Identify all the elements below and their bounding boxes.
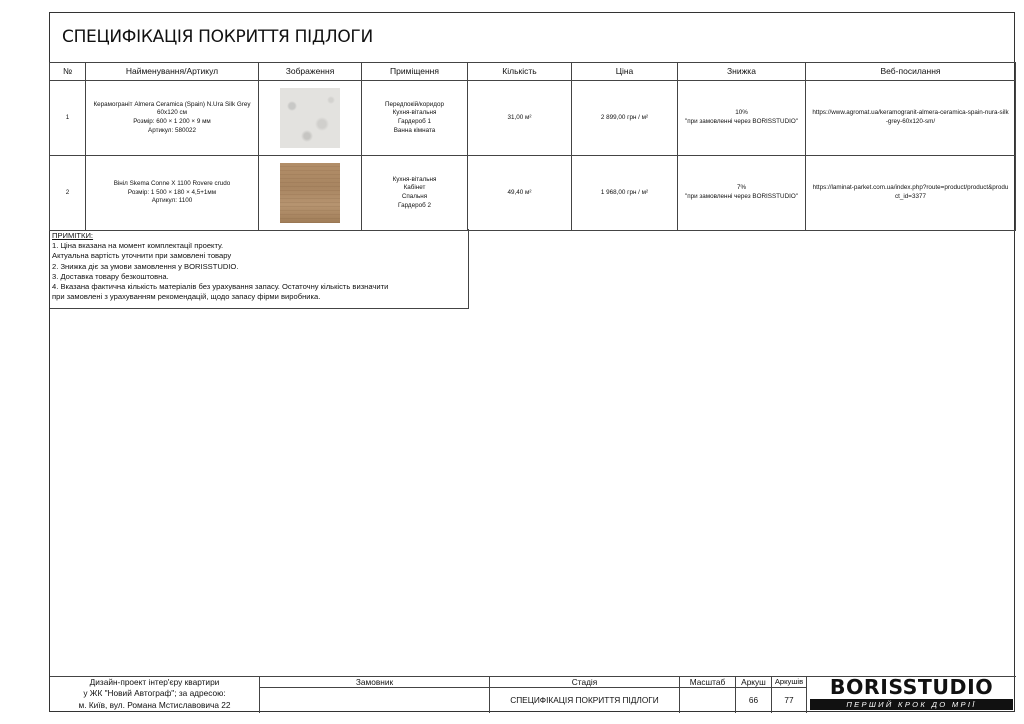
specification-table bbox=[49, 62, 1016, 231]
product-discount: 7% "при замовленні через BORISSTUDIO" bbox=[678, 156, 806, 231]
project-address: Дизайн-проект інтер'єру квартири у ЖК "Новий Автограф"; за адресою: м. Київ, вул. Романа Мстиславовича 22 bbox=[78, 677, 231, 710]
drawing-sheet bbox=[49, 12, 1015, 712]
page-title: СПЕЦИФІКАЦІЯ ПОКРИТТЯ ПІДЛОГИ bbox=[62, 27, 373, 47]
note-line: при замовлені з урахуванням рекомендацій, щодо запасу фірми виробника. bbox=[52, 292, 321, 302]
scale-value bbox=[679, 688, 735, 713]
product-rooms: Передпокій/коридор Кухня-вітальня Гардероб 1 Ванна кімната bbox=[362, 81, 468, 156]
oak-vinyl-swatch bbox=[280, 163, 340, 223]
sheet-number: 66 bbox=[735, 688, 771, 713]
row-number: 1 bbox=[50, 81, 86, 156]
header-quantity: Кількість bbox=[468, 63, 572, 81]
product-name: Вініл Skema Conne X 1100 Rovere crudo Розмір: 1 500 × 180 × 4,5+1мм Артикул: 1100 bbox=[86, 156, 259, 231]
notes-heading: ПРИМІТКИ: bbox=[52, 231, 94, 240]
table-row bbox=[50, 81, 1016, 156]
header-web-link: Веб-посилання bbox=[806, 63, 1016, 81]
note-line: 4. Вказана фактична кількість матеріалів без урахування запасу. Остаточну кількість визначити bbox=[52, 282, 389, 292]
header-rooms: Приміщення bbox=[362, 63, 468, 81]
note-line: 1. Ціна вказана на момент комплектації проекту. bbox=[52, 241, 224, 251]
header-number: № bbox=[50, 63, 86, 81]
sheets-total: 77 bbox=[771, 688, 806, 713]
product-image-cell bbox=[259, 156, 362, 231]
header-price: Ціна bbox=[572, 63, 678, 81]
product-rooms: Кухня-вітальня Кабінет Спальня Гардероб 2 bbox=[362, 156, 468, 231]
product-name: Керамограніт Almera Ceramica (Spain) N.Ura Silk Grey 60х120 см Розмір: 600 × 1 200 × 9 мм Артикул: 580022 bbox=[86, 81, 259, 156]
logo-slogan: ПЕРШИЙ КРОК ДО МРІЇ bbox=[810, 699, 1013, 710]
product-price: 2 899,00 грн / м² bbox=[572, 81, 678, 156]
stage-label: Стадія bbox=[489, 677, 679, 687]
customer-label: Замовник bbox=[259, 677, 489, 687]
header-discount: Знижка bbox=[678, 63, 806, 81]
product-image-cell bbox=[259, 81, 362, 156]
note-line: 3. Доставка товару безкоштовна. bbox=[52, 271, 169, 281]
stage-value: СПЕЦИФІКАЦІЯ ПОКРИТТЯ ПІДЛОГИ bbox=[489, 688, 679, 713]
product-discount: 10% "при замовленні через BORISSTUDIO" bbox=[678, 81, 806, 156]
product-price: 1 968,00 грн / м² bbox=[572, 156, 678, 231]
product-quantity: 49,40 м² bbox=[468, 156, 572, 231]
note-line: Актуальна вартість уточнити при замовлені товару bbox=[52, 251, 232, 261]
logo-name: BORISSTUDIO bbox=[829, 675, 994, 699]
note-line: 2. Знижка діє за умови замовлення у BORISSTUDIO. bbox=[52, 261, 239, 271]
product-quantity: 31,00 м² bbox=[468, 81, 572, 156]
table-header-row bbox=[50, 63, 1016, 81]
product-web-link[interactable]: https://www.agromat.ua/keramogranit-almera-ceramica-spain-nura-silk-grey-60x120-sm/ bbox=[806, 81, 1016, 156]
header-image: Зображення bbox=[259, 63, 362, 81]
sheets-label: Аркушів bbox=[771, 677, 806, 687]
table-row bbox=[50, 156, 1016, 231]
header-name: Найменування/Артикул bbox=[86, 63, 259, 81]
customer-value bbox=[259, 688, 489, 713]
sheet-label: Аркуш bbox=[735, 677, 771, 687]
title-block bbox=[50, 676, 1016, 713]
grey-tile-swatch bbox=[280, 88, 340, 148]
borisstudio-logo bbox=[806, 676, 1016, 713]
notes-block bbox=[50, 229, 469, 309]
row-number: 2 bbox=[50, 156, 86, 231]
scale-label: Масштаб bbox=[679, 677, 735, 687]
product-web-link[interactable]: https://laminat-parket.com.ua/index.php?route=product/product&product_id=3377 bbox=[806, 156, 1016, 231]
